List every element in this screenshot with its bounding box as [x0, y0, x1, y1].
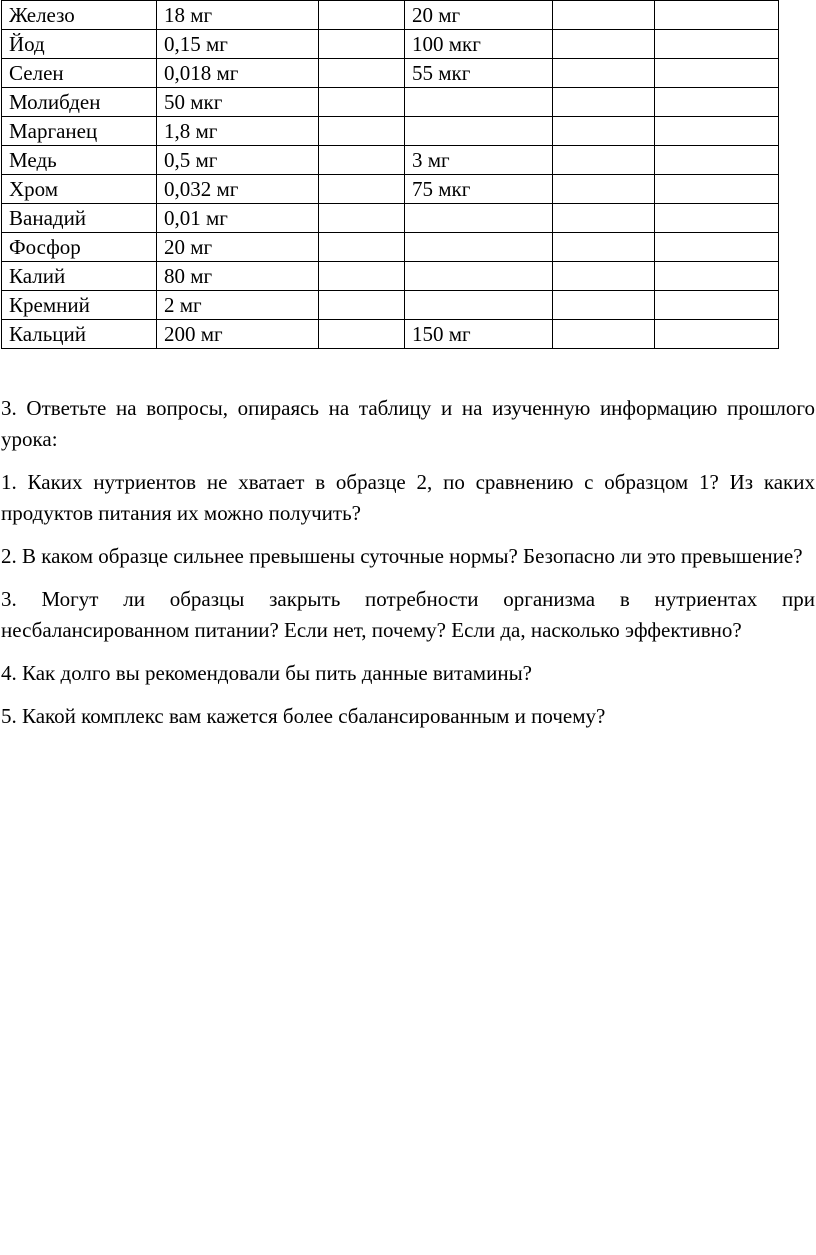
table-cell: 2 мг — [157, 291, 319, 320]
nutrient-name-cell: Молибден — [2, 88, 157, 117]
table-cell: 0,018 мг — [157, 59, 319, 88]
table-cell: 3 мг — [405, 146, 553, 175]
table-cell — [553, 291, 655, 320]
nutrient-table-body — [2, 1, 779, 349]
table-cell: 150 мг — [405, 320, 553, 349]
table-cell — [319, 146, 405, 175]
nutrient-name-cell: Кальций — [2, 320, 157, 349]
table-cell — [405, 204, 553, 233]
table-row — [2, 204, 779, 233]
table-cell — [319, 1, 405, 30]
table-cell — [553, 30, 655, 59]
table-cell — [319, 204, 405, 233]
nutrient-name-cell: Ванадий — [2, 204, 157, 233]
table-cell — [319, 175, 405, 204]
nutrient-name-cell: Железо — [2, 1, 157, 30]
table-cell — [405, 233, 553, 262]
questions-section — [1, 393, 815, 744]
table-cell — [655, 30, 779, 59]
nutrient-name-cell: Фосфор — [2, 233, 157, 262]
table-cell — [553, 1, 655, 30]
table-cell — [553, 59, 655, 88]
table-cell: 0,5 мг — [157, 146, 319, 175]
table-cell — [405, 117, 553, 146]
question-4: 4. Как долго вы рекомендовали бы пить данные витамины? — [1, 661, 532, 685]
table-cell — [655, 88, 779, 117]
table-cell — [319, 88, 405, 117]
nutrient-name-cell: Кремний — [2, 291, 157, 320]
table-cell — [655, 1, 779, 30]
table-cell — [319, 320, 405, 349]
table-row — [2, 175, 779, 204]
table-cell — [405, 262, 553, 291]
table-cell — [319, 291, 405, 320]
table-cell — [319, 30, 405, 59]
task-heading: 3. Ответьте на вопросы, опираясь на таблицу и на изученную информацию прошлого урока: — [1, 396, 815, 451]
table-row — [2, 320, 779, 349]
table-cell: 20 мг — [405, 1, 553, 30]
table-row — [2, 88, 779, 117]
table-cell — [553, 88, 655, 117]
table-cell — [553, 204, 655, 233]
table-cell — [319, 262, 405, 291]
table-cell: 0,01 мг — [157, 204, 319, 233]
table-cell — [655, 233, 779, 262]
table-cell — [655, 320, 779, 349]
table-row — [2, 233, 779, 262]
table-cell — [319, 59, 405, 88]
nutrient-name-cell: Йод — [2, 30, 157, 59]
table-row — [2, 262, 779, 291]
nutrient-name-cell: Хром — [2, 175, 157, 204]
table-cell — [655, 59, 779, 88]
table-cell: 20 мг — [157, 233, 319, 262]
table-row — [2, 117, 779, 146]
table-cell — [553, 262, 655, 291]
question-3: 3. Могут ли образцы закрыть потребности организма в нутриентах при несбалансированном питании? Если нет, почему? Если да, насколько эффективно? — [1, 587, 815, 642]
table-cell — [553, 233, 655, 262]
table-cell: 55 мкг — [405, 59, 553, 88]
table-cell — [655, 175, 779, 204]
nutrient-name-cell: Медь — [2, 146, 157, 175]
table-cell — [553, 320, 655, 349]
question-2: 2. В каком образце сильнее превышены суточные нормы? Безопасно ли это превышение? — [1, 544, 803, 568]
table-row — [2, 59, 779, 88]
table-cell: 18 мг — [157, 1, 319, 30]
table-cell: 0,15 мг — [157, 30, 319, 59]
table-row — [2, 30, 779, 59]
table-cell: 200 мг — [157, 320, 319, 349]
table-cell — [553, 175, 655, 204]
table-cell — [655, 262, 779, 291]
table-cell — [655, 204, 779, 233]
nutrient-table — [1, 0, 779, 349]
table-cell: 0,032 мг — [157, 175, 319, 204]
table-cell — [655, 146, 779, 175]
table-cell: 100 мкг — [405, 30, 553, 59]
table-cell: 80 мг — [157, 262, 319, 291]
table-cell — [319, 117, 405, 146]
table-cell: 1,8 мг — [157, 117, 319, 146]
table-cell — [319, 233, 405, 262]
table-row — [2, 291, 779, 320]
table-cell: 75 мкг — [405, 175, 553, 204]
table-row — [2, 146, 779, 175]
nutrient-name-cell: Калий — [2, 262, 157, 291]
table-cell: 50 мкг — [157, 88, 319, 117]
nutrient-name-cell: Марганец — [2, 117, 157, 146]
question-1: 1. Каких нутриентов не хватает в образце 2, по сравнению с образцом 1? Из каких продуктов питания их можно получить? — [1, 470, 815, 525]
table-cell — [405, 291, 553, 320]
nutrient-name-cell: Селен — [2, 59, 157, 88]
question-5: 5. Какой комплекс вам кажется более сбалансированным и почему? — [1, 704, 606, 728]
table-cell — [655, 117, 779, 146]
table-row — [2, 1, 779, 30]
table-cell — [553, 146, 655, 175]
table-cell — [655, 291, 779, 320]
table-cell — [405, 88, 553, 117]
table-cell — [553, 117, 655, 146]
